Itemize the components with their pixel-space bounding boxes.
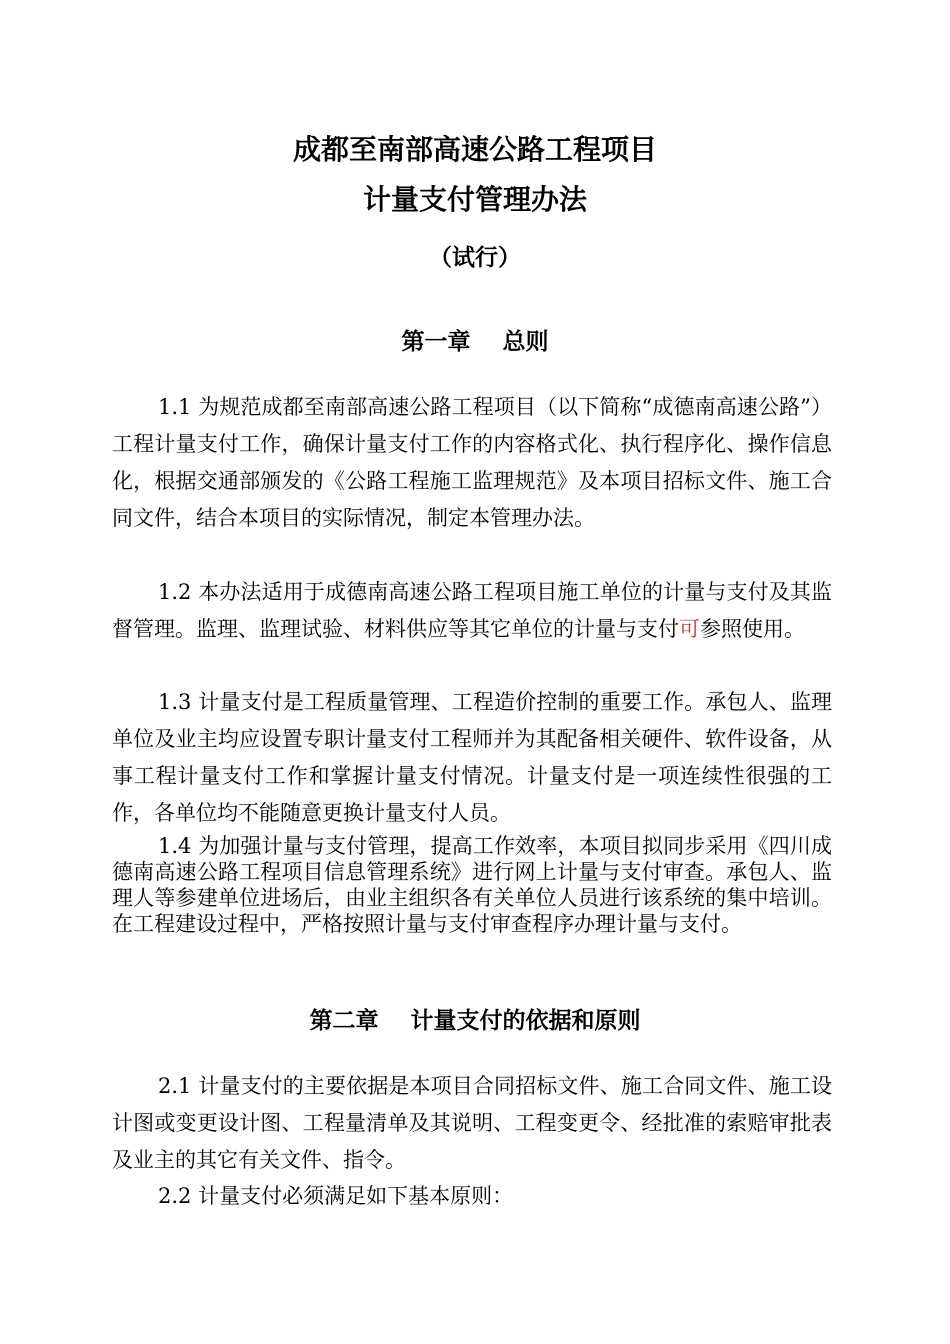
paragraph-1-1 [112,389,832,537]
paragraph-text: 为规范成都至南部高速公路工程项目（以下简称“成德南高速公路”）工程计量支付工作，确保计量支付工作的内容格式化、执行程序化、操作信息化，根据交通部颁发的《公路工程施工监理规范》及本项目招标文件、施工合同文件，结合本项目的实际情况，制定本管理办法。 [112,395,832,530]
paragraph-2-1 [112,1068,832,1179]
paragraph-1-2 [112,574,832,648]
paragraph-text: 计量支付必须满足如下基本原则： [198,1184,514,1208]
paragraph-1-3 [112,684,832,832]
document-title-line2: 计量支付管理办法 [362,183,587,216]
paragraph-number: 1.1 [158,395,192,419]
paragraph-text: 计量支付是工程质量管理、工程造价控制的重要工作。承包人、监理单位及业主均应设置专职计量支付工程师并为其配备相关硬件、软件设备，从事工程计量支付工作和掌握计量支付情况。计量支付是一项连续性很强的工作，各单位均不能随意更换计量支付人员。 [112,690,832,825]
paragraph-text-continued: 参照使用。 [700,617,805,641]
paragraph-1-4 [112,833,832,937]
paragraph-text: 计量支付的主要依据是本项目合同招标文件、施工合同文件、施工设计图或变更设计图、工程量清单及其说明、工程变更令、经批准的索赔审批表及业主的其它有关文件、指令。 [112,1074,832,1172]
paragraph-number: 2.1 [158,1074,192,1098]
paragraph-text: 本办法适用于成德南高速公路工程项目施工单位的计量与支付及其监督管理。监理、监理试验、材料供应等其它单位的计量与支付 [112,580,832,641]
paragraph-text: 为加强计量与支付管理，提高工作效率，本项目拟同步采用《四川成德南高速公路工程项目信息管理系统》进行网上计量与支付审查。承包人、监理人等参建单位进场后，由业主组织各有关单位人员进行该系统的集中培训。在工程建设过程中，严格按照计量与支付审查程序办理计量与支付。 [112,834,832,936]
document-title-note: （试行） [429,245,521,271]
highlighted-text: 可 [679,617,700,641]
chapter1-heading: 第一章 总则 [401,329,549,355]
paragraph-2-2 [112,1178,832,1215]
document-title-line1: 成都至南部高速公路工程项目 [292,133,657,166]
paragraph-number: 1.2 [158,580,192,604]
chapter2-heading: 第二章 计量支付的依据和原则 [309,1008,641,1034]
paragraph-number: 1.4 [158,834,192,858]
paragraph-number: 1.3 [158,690,192,714]
paragraph-number: 2.2 [158,1184,192,1208]
